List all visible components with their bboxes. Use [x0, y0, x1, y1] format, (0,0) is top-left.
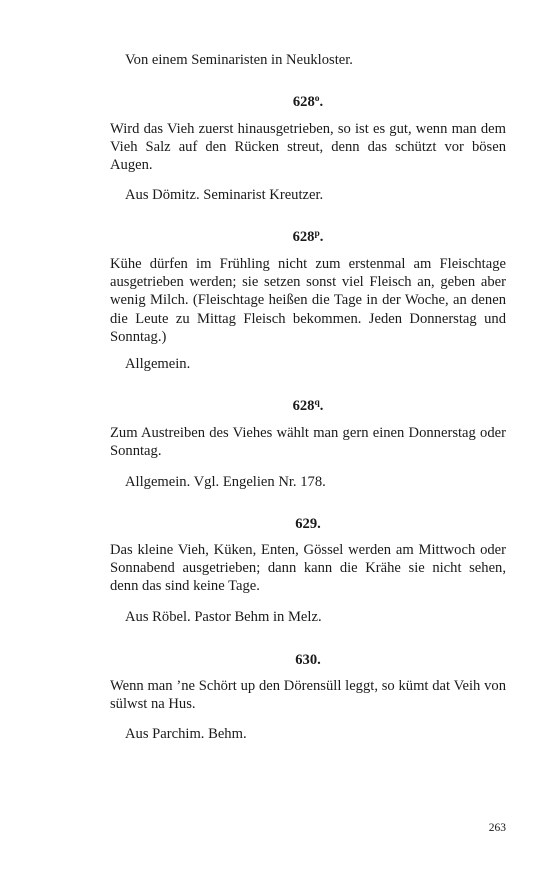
entry-text: Das kleine Vieh, Küken, Enten, Gössel werden am Mittwoch oder Sonnabend ausgetrieben; dann kann die Krähe sie nicht sehen, denn das sind keine Tage. — [110, 542, 506, 595]
source-line: Aus Parchim. Behm. — [125, 726, 247, 742]
entry-text: Kühe dürfen im Frühling nicht zum erstenmal am Fleischtage ausgetrieben werden; sie setzen sonst viel Fleisch an, geben aber wenig Milch. (Fleischtage heißen die Tage in der Woche, an denen die Leute zu Mittag Fleisch bekommen. Jeden Donnerstag und Sonntag.) — [110, 256, 506, 345]
entry-number: 628$^o$. — [292, 94, 324, 110]
source-line: Aus Röbel. Pastor Behm in Melz. — [125, 609, 322, 625]
source-line: Aus Dömitz. Seminarist Kreutzer. — [125, 187, 324, 203]
entry-number: 629. — [295, 516, 321, 532]
entry-text: Zum Austreiben des Viehes wählt man gern einen Donnerstag oder Sonntag. — [110, 425, 506, 460]
entry-text: Wenn man ’ne Schört up den Dörensüll leggt, so kümt dat Veih von sülwst na Hus. — [110, 678, 506, 713]
source-line: Allgemein. — [125, 356, 191, 372]
entry-number: 630. — [295, 652, 321, 668]
entry-number: 628$^q$. — [292, 398, 324, 414]
entry-text: Wird das Vieh zuerst hinausgetrieben, so ist es gut, wenn man dem Vieh Salz auf den Rücken streut, denn das schützt vor bösen Augen. — [110, 121, 506, 174]
source-line: Allgemein. Vgl. Engelien Nr. 178. — [125, 474, 326, 490]
page-number: 263 — [488, 822, 506, 834]
source-line: Von einem Seminaristen in Neukloster. — [125, 52, 353, 68]
entry-number: 628$^p$. — [292, 229, 324, 245]
